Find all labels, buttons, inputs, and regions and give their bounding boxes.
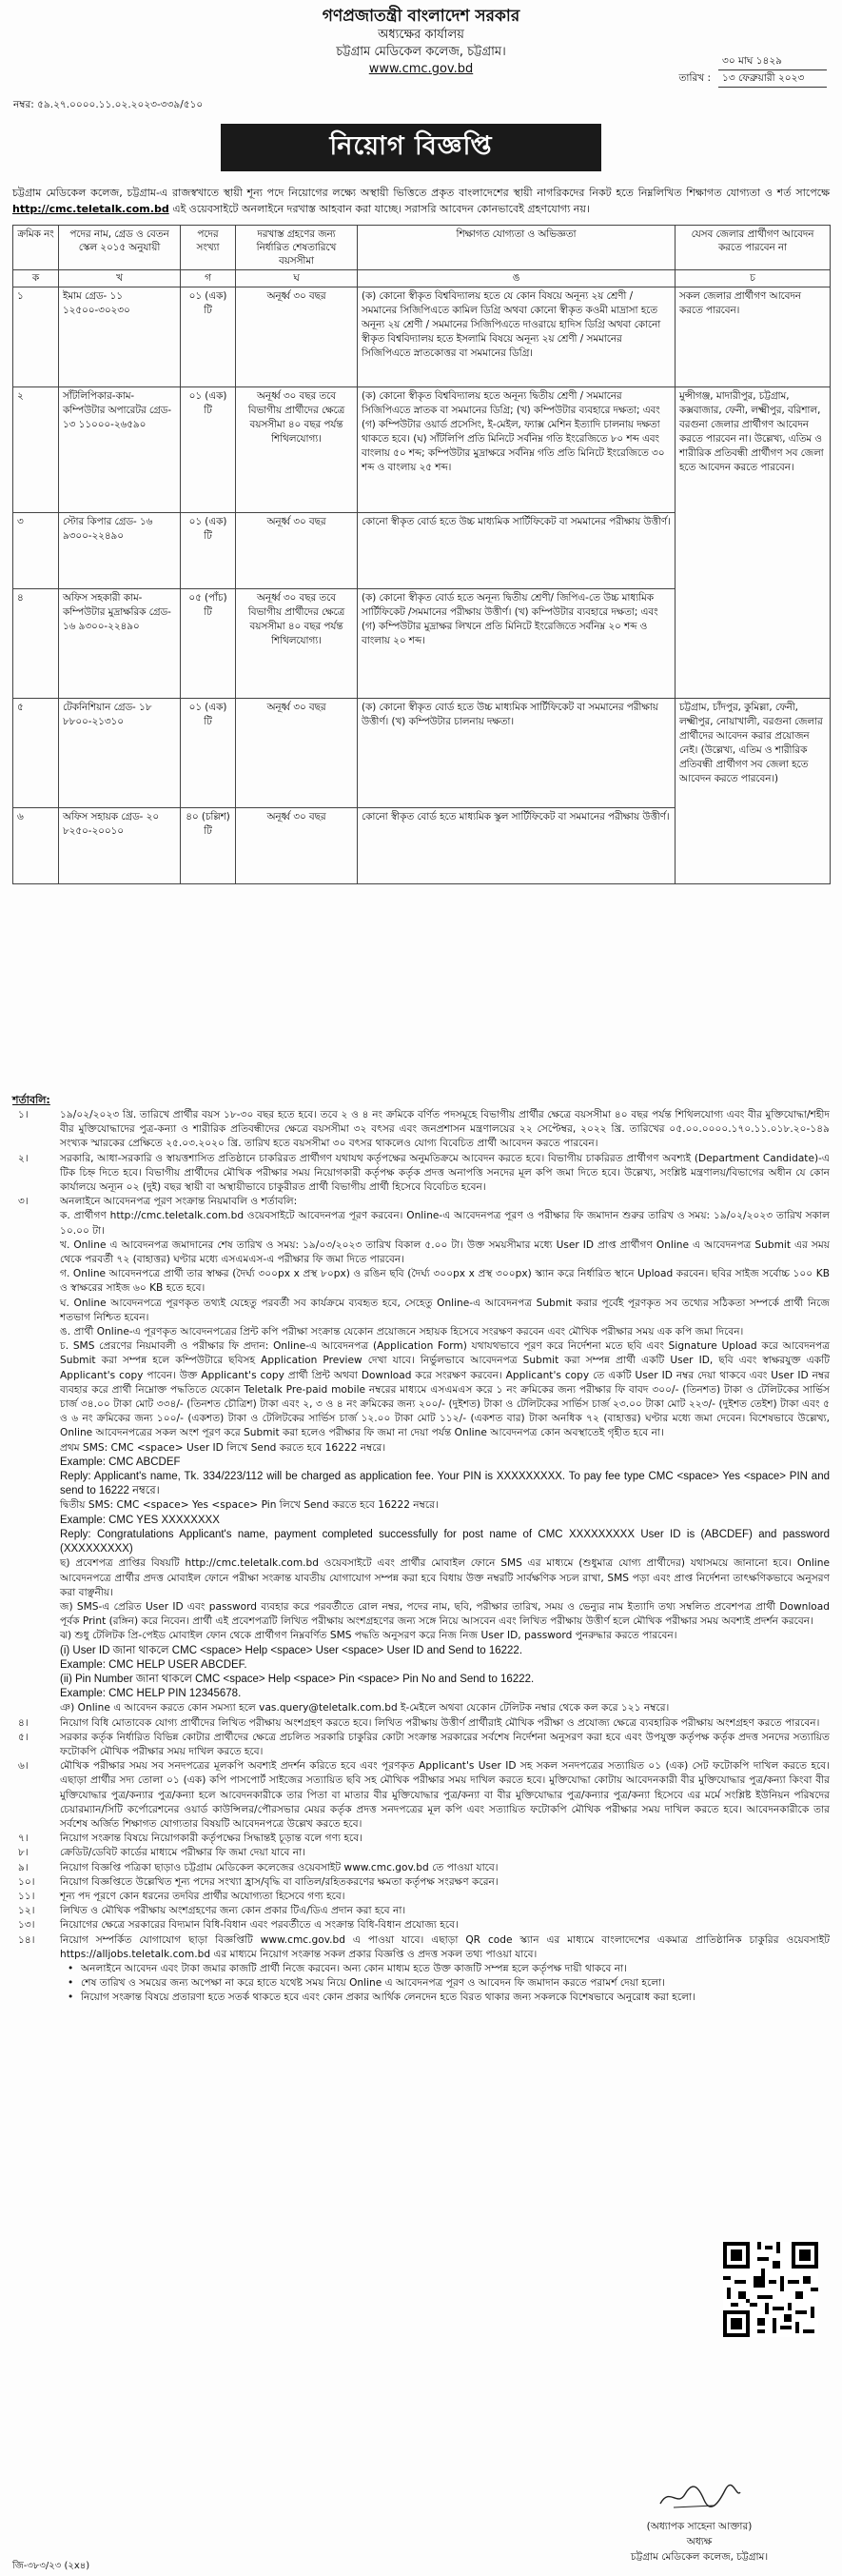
term-text: নিয়োগ সম্পর্কিত যোগাযোগ ছাড়া বিজ্ঞপ্তিটি www.cmc.gov.bd এ পাওয়া যাবে। এছাড়া QR code স্ক্যান এর মাধ্যমে বাংলাদেশের একমাত্র প্রাতিষ্ঠানিক চাকুরির ওয়েবসাইট https://alljobs.teletalk.com.bd এর মাধ্যমে নিয়োগ সংক্রান্ত সকল প্রকার বিজ্ঞপ্তি ও প্রদত্ত সকল তথ্য পাওয়া যাবে। xyxy=(60,1933,830,1960)
term-item xyxy=(12,1297,830,1325)
term-number: ৪। xyxy=(18,1716,29,1729)
term-number xyxy=(12,1673,60,1687)
term-text: Example: CMC ABCDEF xyxy=(60,1456,181,1468)
term-item xyxy=(12,1528,830,1556)
intro-text-after: এই ওয়েবসাইটে অনলাইনে দরখাস্ত আহবান করা যাচ্ছে। সরাসরি আবেদন কোনভাবেই গ্রহণযোগ্য নয়। xyxy=(172,203,590,215)
bullet-item xyxy=(68,1976,830,1991)
row-serial: ৪ xyxy=(13,589,59,699)
term-text: খ. Online এ আবেদনপত্র জমাদানের শেষ তারিখ ও সময়: ১৯/০৩/২০২৩ তারিখ বিকাল ৫.০০ টা। উক্ত সময়সীমার মধ্যে User ID প্রাপ্ত প্রার্থীগণ Online এ আবেদনপত্র Submit এর সময় থেকে পরবর্তী ৭২ (বাহাত্তর) ঘণ্টার মধ্যে এসএমএস-এ পরীক্ষার ফি জমা দিতে পারবেন। xyxy=(60,1238,830,1266)
term-item xyxy=(12,1498,830,1513)
term-item xyxy=(12,1152,830,1196)
term-number xyxy=(12,1339,60,1440)
row-count: ০১ (এক) টি xyxy=(181,387,236,513)
term-item xyxy=(12,1339,830,1440)
terms-heading: শর্তাবলি: xyxy=(12,1094,50,1106)
term-text: প্রথম SMS: CMC <space> User ID লিখে Send করতে হবে 16222 নম্বরে। xyxy=(60,1441,386,1454)
header-post: পদের নাম, গ্রেড ও বেতন স্কেল ২০১৫ অনুযায়ী xyxy=(59,226,181,270)
term-item xyxy=(12,1267,830,1296)
term-number: ৯। xyxy=(18,1861,29,1873)
row-qualification: (ক) কোনো স্বীকৃত বিশ্ববিদ্যালয় হতে অনূন্য দ্বিতীয় শ্রেণী / সমমানের সিজিপিএতে স্নাতক বা সমমানের ডিগ্রি; (খ) কম্পিউটার ব্যবহারে দক্ষতা; এবং (গ) কম্পিউটার ওয়ার্ড প্রসেসিং, ই-মেইল, ফ্যাক্স মেশিন ইত্যাদি চালনায় দক্ষতা থাকতে হবে। (ঘ) সাঁটলিপি প্রতি মিনিটে সর্বনিম্ন গতি ইংরেজিতে ৮০ শব্দ এবং বাংলায় ৫০ শব্দ; কম্পিউটার মুদ্রাক্ষরে সর্বনিম্ন গতি প্রতি মিনিটে ইংরেজিতে ৩০ শব্দ ও বাংলায় ২৫ শব্দ। xyxy=(358,387,676,513)
term-number xyxy=(12,1456,60,1470)
term-item xyxy=(12,1701,830,1715)
row-age: অনূর্ধ্ব ৩০ বছর xyxy=(236,513,358,589)
term-item xyxy=(12,1861,830,1875)
row-count: ০১ (এক) টি xyxy=(181,513,236,589)
bullet-dot-icon: • xyxy=(68,1962,74,1974)
term-number: ৩। xyxy=(18,1196,29,1208)
term-number: ১৪। xyxy=(18,1933,35,1946)
row-post: টেকনিশিয়ান গ্রেড- ১৮ ৮৮০০-২১৩১০ xyxy=(59,699,181,808)
term-item xyxy=(12,1658,830,1673)
row-age: অনূর্ধ্ব ৩০ বছর তবে বিভাগীয় প্রার্থীদের ক্ষেত্রে বয়সসীমা ৪০ বছর পর্যন্ত শিথিলযোগ্য। xyxy=(236,387,358,513)
term-text: ক. প্রার্থীগণ http://cmc.teletalk.com.bd ওয়েবসাইটে আবেদনপত্র পূরণ করবেন। Online-এ আবেদনপত্র পূরণ ও পরীক্ষার ফি জমাদান শুরুর তারিখ ও সময়: ১৯/০২/২০২৩ তারিখ সকাল ১০.০০ টা। xyxy=(60,1210,830,1237)
date-block xyxy=(668,53,827,88)
term-number xyxy=(12,1701,60,1715)
table-row xyxy=(13,387,831,513)
term-number xyxy=(12,1209,60,1238)
row-post: অফিস সহকারী কাম-কম্পিউটার মুদ্রাক্ষরিক গ্রেড- ১৬ ৯৩০০-২২৪৯০ xyxy=(59,589,181,699)
date-english: ১৩ ফেব্রুয়ারী ২০২৩ xyxy=(718,70,827,88)
row-post: ইমাম গ্রেড- ১১ ১২৫০০-৩০২৩০ xyxy=(59,287,181,387)
table-row xyxy=(13,287,831,387)
term-item xyxy=(12,1195,830,1209)
bullet-text: শেষ তারিখ ও সময়ের জন্য অপেক্ষা না করে হাতে যথেষ্ট সময় নিয়ে Online এ আবেদনপত্র পূরণ ও আবেদন ফি জমাদান করতে পরামর্শ দেয়া হলো। xyxy=(81,1977,665,1990)
term-text: ছ) প্রবেশপত্র প্রাপ্তির বিষয়টি http://cmc.teletalk.com.bd ওয়েবসাইটে এবং প্রার্থীর মোবাইল ফোনে SMS এর মাধ্যমে (শুধুমাত্র যোগ্য প্রার্থীদের) যথাসময়ে জানানো হবে। Online আবেদনপত্রে প্রার্থীর প্রদত্ত মোবাইল ফোনে পরীক্ষা সংক্রান্ত যাবতীয় যোগাযোগ সম্পন্ন করা হবে বিধায় উক্ত নম্বরটি সার্বক্ষণিক সচল রাখা, SMS পড়া এবং প্রাপ্ত নির্দেশনা তাৎক্ষণিকভাবে অনুসরণ করা বাঞ্ছনীয়। xyxy=(60,1557,830,1598)
application-link[interactable]: http://cmc.teletalk.com.bd xyxy=(12,203,169,215)
term-text: নিয়োগ সংক্রান্ত বিষয়ে নিয়োগকারী কর্তৃপক্ষের সিদ্ধান্তই চূড়ান্ত বলে গণ্য হবে। xyxy=(60,1833,362,1845)
term-item xyxy=(12,1904,830,1918)
table-row xyxy=(13,699,831,808)
notice-title: নিয়োগ বিজ্ঞপ্তি xyxy=(221,124,601,171)
term-number xyxy=(12,1687,60,1701)
row-count: ০৫ (পাঁচ) টি xyxy=(181,589,236,699)
intro-text-before: চট্টগ্রাম মেডিকেল কলেজ, চট্টগ্রাম-এ রাজস্বখাতে স্থায়ী শূন্য পদে নিয়োগের লক্ষ্যে অস্থায়ী ভিত্তিতে প্রকৃত বাংলাদেশের স্থায়ী নাগরিকদের নিকট হতে নিম্নলিখিত শিক্ষাগত যোগ্যতা ও শর্ত সাপেক্ষে xyxy=(12,187,830,199)
term-item xyxy=(12,1441,830,1456)
bullet-dot-icon: • xyxy=(68,1977,74,1990)
term-text: জ) SMS-এ প্রেরিত User ID এবং password ব্যবহার করে পরবর্তীতে রোল নম্বর, পদের নাম, ছবি, পরীক্ষার তারিখ, সময় ও ভেন্যুর নাম ইত্যাদি তথ্য সম্বলিত প্রবেশপত্র প্রার্থী Download পূর্বক Print (রঙ্গিন) করে নিবেন। প্রার্থী এই প্রবেশপত্রটি লিখিত পরীক্ষায় অংশগ্রহণের জন্য সঙ্গে নিয়ে আসবেন এবং লিখিত পরীক্ষায় উত্তীর্ণ হলে মৌখিক পরীক্ষার সময় অবশ্যই প্রদর্শন করবেন। xyxy=(60,1600,830,1628)
signatory-designation: অধ্যক্ষ xyxy=(686,2536,713,2547)
row-age: অনূর্ধ্ব ৩০ বছর তবে বিভাগীয় প্রার্থীদের ক্ষেত্রে বয়সসীমা ৪০ বছর পর্যন্ত শিথিলযোগ্য। xyxy=(236,589,358,699)
term-text: দ্বিতীয় SMS: CMC <space> Yes <space> Pin লিখে Send করতে হবে 16222 নম্বরে। xyxy=(60,1499,439,1512)
term-text: Example: CMC YES XXXXXXXX xyxy=(60,1514,220,1526)
row-restriction: চট্টগ্রাম, চাঁদপুর, কুমিল্লা, ফেনী, লক্ষ্মীপুর, নোয়াখালী, বরগুনা জেলার প্রার্থীদের আবেদন করার প্রয়োজন নেই। (উল্লেখ্য, এতিম ও শারীরিক প্রতিবন্ধী প্রার্থীগণ সব জেলা হতে আবেদন করতে পারবেন।) xyxy=(676,699,831,884)
term-text: Example: CMC HELP USER ABCDEF. xyxy=(60,1658,247,1671)
bullet-dot-icon: • xyxy=(68,1991,74,2004)
term-item xyxy=(12,1918,830,1932)
term-text: সরকার কর্তৃক নির্ধারিত বিভিন্ন কোটার প্রার্থীদের ক্ষেত্রে প্রচলিত সরকারি চাকুরির কোটা সংক্রান্ত সরকারের সর্বশেষ নির্দেশনা অনুসরণ করা হবে এবং উপযুক্ত কর্তৃপক্ষ কর্তৃক প্রদত্ত সনদের সত্যায়িত ফটোকপি মৌখিক পরীক্ষার সময় দাখিল করতে হবে। xyxy=(60,1731,830,1757)
term-item xyxy=(12,1209,830,1238)
term-text: Reply: Congratulations Applicant's name, payment completed successfully for post name of CMC XXXXXXXXX User ID is (ABCDEF) and password (XXXXXXXXX) xyxy=(60,1528,830,1556)
bullet-text: নিয়োগ সংক্রান্ত বিষয়ে প্রতারণা হতে সতর্ক থাকতে হবে এবং কোন প্রকার আর্থিক লেনদেন হতে বিরত থাকার জন্য সকলকে বিশেষভাবে অনুরোধ করা হলো। xyxy=(81,1991,695,2004)
term-text: ঘ. Online আবেদনপত্রে পূরণকৃত তথ্যই যেহেতু পরবর্তী সব কার্যক্রমে ব্যবহৃত হবে, সেহেতু Online-এ আবেদনপত্র Submit করার পূর্বেই পূরণকৃত সব তথ্যের সঠিকতা সম্পর্কে প্রার্থী নিজে শতভাগ নিশ্চিত হবেন। xyxy=(60,1297,830,1323)
letter-cell: চ xyxy=(676,270,831,287)
college-name: চট্টগ্রাম মেডিকেল কলেজ, চট্টগ্রাম। xyxy=(336,45,506,59)
row-count: ০১ (এক) টি xyxy=(181,699,236,808)
term-text: (ii) Pin Number জানা থাকলে CMC <space> Help <space> Pin <space> Pin No and Send to 16222. xyxy=(60,1673,535,1685)
term-item xyxy=(12,1556,830,1600)
row-post: সাঁটলিপিকার-কাম-কম্পিউটার অপারেটর গ্রেড- ১৩ ১১০০০-২৬৫৯০ xyxy=(59,387,181,513)
header-age: দরখাস্ত গ্রহণের জন্য নির্ধারিত শেষতারিখে বয়সসীমা xyxy=(236,226,358,270)
term-number xyxy=(12,1658,60,1673)
term-number xyxy=(12,1267,60,1296)
term-text: অনলাইনে আবেদনপত্র পূরণ সংক্রান্ত নিয়মাবলি ও শর্তাবলি: xyxy=(60,1196,298,1208)
term-text: ঙ. প্রার্থী Online-এ পূরণকৃত আবেদনপত্রের প্রিন্ট কপি পরীক্ষা সংক্রান্ত যেকোন প্রয়োজনে সহায়ক হিসেবে সংরক্ষণ করবেন এবং মৌখিক পরীক্ষার সময় এক কপি জমা দিবেন। xyxy=(60,1326,744,1338)
term-number xyxy=(12,1238,60,1267)
term-item xyxy=(12,1759,830,1832)
term-number xyxy=(12,1644,60,1658)
term-text: ক্রেডিট/ডেবিট কার্ডের মাধ্যমে পরীক্ষার ফি জমা দেয়া যাবে না। xyxy=(60,1847,305,1859)
date-label: তারিখ : xyxy=(678,72,711,84)
term-text: (i) User ID জানা থাকলে CMC <space> Help <space> User <space> User ID and Send to 16222. xyxy=(60,1644,523,1656)
posts-table xyxy=(12,225,831,884)
row-qualification: কোনো স্বীকৃত বোর্ড হতে মাধ্যমিক স্কুল সার্টিফিকেট বা সমমানের পরীক্ষায় উত্তীর্ণ। xyxy=(358,808,676,884)
bullet-item xyxy=(68,1991,830,2005)
term-item xyxy=(12,1456,830,1470)
bullet-list xyxy=(12,1962,830,2006)
term-text: নিয়োগ বিজ্ঞপ্তি পত্রিকা ছাড়াও চট্টগ্রাম মেডিকেল কলেজের ওয়েবসাইট www.cmc.gov.bd তে পাওয়া যাবে। xyxy=(60,1861,499,1873)
bullet-item xyxy=(68,1962,830,1976)
term-text: নিয়োগ বিজ্ঞপ্তিতে উল্লেখিত শূন্য পদের সংখ্যা হ্রাস/বৃদ্ধি বা বাতিল/রহিতকরণের ক্ষমতা কর্তৃপক্ষ সংরক্ষণ করেন। xyxy=(60,1875,499,1888)
term-number xyxy=(12,1297,60,1325)
term-number xyxy=(12,1600,60,1629)
college-website[interactable]: www.cmc.gov.bd xyxy=(368,62,474,76)
term-number: ১১। xyxy=(18,1890,35,1902)
office-name: অধ্যক্ষের কার্যালয় xyxy=(378,28,464,42)
term-item xyxy=(12,1673,830,1687)
signatory-name: (অধ্যাপক সাহেনা আক্তার) xyxy=(646,2521,753,2532)
term-number xyxy=(12,1470,60,1498)
signature-scribble-icon xyxy=(656,2480,742,2514)
letter-cell: ক xyxy=(13,270,59,287)
term-item xyxy=(12,1875,830,1890)
row-qualification: (ক) কোনো স্বীকৃত বোর্ড হতে উচ্চ মাধ্যমিক সার্টিফিকেট বা সমমানের পরীক্ষায় উত্তীর্ণ। (খ) কম্পিউটার চালনায় দক্ষতা। xyxy=(358,699,676,808)
terms-list xyxy=(12,1108,830,2006)
row-qualification: (ক) কোনো স্বীকৃত বোর্ড হতে অনূন্য দ্বিতীয় শ্রেণী/ জিপিএ-তে উচ্চ মাধ্যমিক সার্টিফিকেট /সমমানের পরীক্ষায় উত্তীর্ণ। (খ) কম্পিউটার ব্যবহারে দক্ষতা; এবং (গ) কম্পিউটার মুদ্রাক্ষর লিখনে প্রতি মিনিটে ইংরেজিতে সর্বনিম্ন ২০ শব্দ ও বাংলায় ২০ শব্দ। xyxy=(358,589,676,699)
row-restriction: সকল জেলার প্রার্থীগণ আবেদন করতে পারবেন। xyxy=(676,287,831,387)
term-item xyxy=(12,1644,830,1658)
term-item xyxy=(12,1890,830,1904)
term-item xyxy=(12,1731,830,1759)
term-text: ঞ) Online এ আবেদন করতে কোন সমস্যা হলে vas.query@teletalk.com.bd ই-মেইলে অথবা যেকোন টেলিটক নম্বার থেকে কল করে ১২১ নম্বরে। xyxy=(60,1702,670,1714)
row-age: অনূর্ধ্ব ৩০ বছর xyxy=(236,808,358,884)
row-serial: ৫ xyxy=(13,699,59,808)
term-item xyxy=(12,1600,830,1629)
row-restriction: মুন্সীগঞ্জ, মাদারীপুর, চট্টগ্রাম, কক্সবাজার, ফেনী, লক্ষ্মীপুর, বরিশাল, বরগুনা জেলার প্রার্থীগণ আবেদন করতে পারবেন না। উল্লেখ্য, এতিম ও শারীরিক প্রতিবন্ধী প্রার্থীগণ সব জেলা হতে আবেদন করতে পারবেন। xyxy=(676,387,831,699)
row-serial: ২ xyxy=(13,387,59,513)
memo-line xyxy=(13,98,829,114)
header-restriction: যেসব জেলার প্রার্থীগণ আবেদন করতে পারবেন না xyxy=(676,226,831,270)
term-item xyxy=(12,1832,830,1846)
letter-cell: ঙ xyxy=(358,270,676,287)
term-text: Reply: Applicant's name, Tk. 334/223/112 will be charged as application fee. Your PIN is XXXXXXXXX. To pay fee type CMC <space> Yes <space> PIN and send to 16222 নম্বরে। xyxy=(60,1471,830,1497)
term-number xyxy=(12,1514,60,1528)
term-number: ২। xyxy=(18,1152,29,1164)
row-post: অফিস সহায়ক গ্রেড- ২০ ৮২৫০-২০০১০ xyxy=(59,808,181,884)
term-number xyxy=(12,1498,60,1513)
term-text: নিয়োগের ক্ষেত্রে সরকারের বিদ্যমান বিধি-বিধান এবং পরবর্তীতে এ সংক্রান্ত বিধি-বিধান প্রযোজ্য হবে। xyxy=(60,1919,459,1932)
term-text: চ. SMS প্রেরণের নিয়মাবলী ও পরীক্ষার ফি প্রদান: Online-এ আবেদনপত্র (Application Form) যথাযথভাবে পূরণ করে নির্দেশনা মতে ছবি এবং Signature Upload করে আবেদনপত্র Submit করা সম্পন্ন হলে কম্পিউটারে ছবিসহ Application Preview দেখা যাবে। নির্ভুলভাবে আবেদনপত্র Submit করা সম্পন্ন প্রার্থী একটি User ID, ছবি এবং স্বাক্ষরযুক্ত একটি Applicant's copy পাবেন। উক্ত Applicant's copy প্রার্থী প্রিন্ট অথবা Download করে সংরক্ষণ করবেন। Applicant's copy তে একটি User ID নম্বর দেয়া থাকবে এবং User ID নম্বর ব্যবহার করে প্রার্থী নিম্নোক্ত পদ্ধতিতে যেকোন Teletalk Pre-paid mobile নম্বরের মাধ্যমে এসএমএস করে ১ নং ক্রমিকের জন্য পরীক্ষার ফি বাবদ ৩০০/- (তিনশত) টাকা ও টেলিটকের সার্ভিস চার্জ ৩৪.০০ টাকা মোট ৩৩৪/- (তিনশত চৌত্রিশ) টাকা এবং ২, ৩ ও ৪ নং ক্রমিকের জন্য ২০০/- (দুইশত) টাকা ও টেলিটকের সার্ভিস চার্জ ২৩.০০ টাকা মোট ২২৩/- (দুইশত তেইশ) টাকা এবং ৫ ও ৬ নং ক্রমিকের জন্য ১০০/- (একশত) টাকা ও টেলিটকের সার্ভিস চার্জ ১২.০০ টাকা মোট ১১২/- (একশত বার) টাকা অনধিক ৭২ (বাহাত্তর) ঘণ্টার মধ্যে জমা দেবেন। বিশেষভাবে উল্লেখ্য, Online আবেদনপত্রের সকল অংশ পূরণ করে Submit করা হলেও পরীক্ষার ফি জমা না দেয়া পর্যন্ত Online আবেদনপত্র কোন অবস্থাতেই গৃহীত হবে না। xyxy=(60,1340,831,1439)
term-item xyxy=(12,1846,830,1860)
term-item xyxy=(12,1687,830,1701)
header-serial: ক্রমিক নং xyxy=(13,226,59,270)
qr-code-icon[interactable] xyxy=(723,2242,818,2337)
letter-cell: গ xyxy=(181,270,236,287)
memo-number: নম্বর: ৫৯.২৭.০০০০.১১.০২.২০২৩-৩৩৯/৫১০ xyxy=(13,99,204,110)
term-text: সরকারি, আধা-সরকারি ও স্বায়ত্তশাসিত প্রতিষ্ঠানে চাকরিরত প্রার্থীগণ যথাযথ কর্তৃপক্ষের অনুমতিক্রমে আবেদন করতে হবে। বিভাগীয় চাকরিরত প্রার্থীগণ অবশ্যই (Department Candidate)-এ টিক চিহ্ন দিতে হবে। বিভাগীয় প্রার্থীদের মৌখিক পরীক্ষার সময় নিয়োগকারী কর্তৃপক্ষ কর্তৃক প্রদত্ত অনাপত্তি সনদের মূল কপি জমা দিতে হবে। উল্লেখ্য, সংশ্লিষ্ট মন্ত্রণালয়/বিভাগের অধীন যে কোন কার্যালয়ে অন্যূন ০২ (দুই) বছর স্থায়ী বা অস্থায়ীভাবে চাকুরীরত প্রার্থী বিভাগীয় প্রার্থী হিসেবে বিবেচিত হবেন। xyxy=(60,1152,830,1194)
gov-title: গণপ্রজাতন্ত্রী বাংলাদেশ সরকার xyxy=(322,7,520,26)
bullet-text: অনলাইনে আবেদন এবং টাকা জমার কাজটি প্রার্থী নিজে করবেন। অন্য কোন মাধ্যম হতে উক্ত কাজটি সম্পন্ন হলে কর্তৃপক্ষ দায়ী থাকবে না। xyxy=(81,1962,627,1974)
header-count: পদের সংখ্যা xyxy=(181,226,236,270)
term-number: ১০। xyxy=(18,1875,35,1888)
term-number: ৭। xyxy=(18,1833,29,1845)
row-post: স্টোর কিপার গ্রেড- ১৬ ৯৩০০-২২৪৯০ xyxy=(59,513,181,589)
term-number: ১। xyxy=(18,1109,29,1120)
header-qualification: শিক্ষাগত যোগ্যতা ও অভিজ্ঞতা xyxy=(358,226,676,270)
term-text: ঝ) শুধু টেলিটক প্রি-পেইড মোবাইল ফোন থেকে প্রার্থীগণ নিম্নবর্ণিত SMS পদ্ধতি অনুসরণ করে নিজ নিজ User ID, password পুনরুদ্ধার করতে পারবেন। xyxy=(60,1630,677,1642)
term-number: ১২। xyxy=(18,1905,35,1917)
term-number: ১৩। xyxy=(18,1919,35,1932)
term-item xyxy=(12,1933,830,1962)
term-number xyxy=(12,1556,60,1600)
row-count: ০১ (এক) টি xyxy=(181,287,236,387)
signatory-office: চট্টগ্রাম মেডিকেল কলেজ, চট্টগ্রাম। xyxy=(630,2551,769,2563)
term-number: ৬। xyxy=(18,1760,29,1773)
term-number xyxy=(12,1528,60,1556)
term-item xyxy=(12,1514,830,1528)
intro-paragraph xyxy=(12,185,830,217)
table-letter-row xyxy=(13,270,831,287)
term-item xyxy=(12,1629,830,1643)
term-number: ৮। xyxy=(18,1847,29,1859)
term-text: শূন্য পদ পূরণে কোন ধরনের তদবির প্রার্থীর অযোগ্যতা হিসেবে গণ্য হবে। xyxy=(60,1890,345,1902)
row-age: অনূর্ধ্ব ৩০ বছর xyxy=(236,699,358,808)
term-text: গ. Online আবেদনপত্রে প্রার্থী তার স্বাক্ষর (দৈর্ঘ্য ৩০০px x প্রস্থ ৮০px) ও রঙিন ছবি (দৈর্ঘ্য ৩০০px x প্রস্থ ৩০০px) স্ক্যান করে নির্ধারিত স্থানে Upload করবেন। ছবির সাইজ সর্বোচ্চ ১০০ KB ও স্বাক্ষরের সাইজ ৬০ KB হতে হবে। xyxy=(60,1268,830,1295)
term-number: ৫। xyxy=(18,1731,29,1743)
row-age: অনূর্ধ্ব ৩০ বছর xyxy=(236,287,358,387)
row-serial: ৩ xyxy=(13,513,59,589)
letter-cell: ঘ xyxy=(236,270,358,287)
row-serial: ১ xyxy=(13,287,59,387)
term-item xyxy=(12,1470,830,1498)
row-serial: ৬ xyxy=(13,808,59,884)
term-number xyxy=(12,1441,60,1456)
row-qualification: (ক) কোনো স্বীকৃত বিশ্ববিদ্যালয় হতে যে কোন বিষয়ে অনূন্য ২য় শ্রেণী / সমমানের সিজিপিএতে কামিল ডিগ্রি অথবা কোনো স্বীকৃত কওমী মাদ্রাসা হতে অনূন্য ২য় শ্রেণী / সমমানের সিজিপিএতে দাওরায়ে হাদিস ডিগ্রি অথবা কোনো স্বীকৃত বিশ্ববিদ্যালয় হতে ইসলামি বিষয়ে অনূন্য ২য় শ্রেণী / সমমানের সিজিপিএতে স্নাতকোত্তর বা সমমানের ডিগ্রি। xyxy=(358,287,676,387)
term-item xyxy=(12,1238,830,1267)
term-number xyxy=(12,1325,60,1339)
letter-cell: খ xyxy=(59,270,181,287)
footer-ref: জি-৩৮৩/২৩ (২x৪) xyxy=(12,2561,90,2571)
row-qualification: কোনো স্বীকৃত বোর্ড হতে উচ্চ মাধ্যমিক সার্টিফিকেট বা সমমানের পরীক্ষায় উত্তীর্ণ। xyxy=(358,513,676,589)
term-text: ১৯/০২/২০২৩ খ্রি. তারিখে প্রার্থীর বয়স ১৮-৩০ বছর হতে হবে। তবে ২ ও ৪ নং ক্রমিকে বর্ণিত পদসমূহে বিভাগীয় প্রার্থীর ক্ষেত্রে বয়সসীমা ৪০ বছর পর্যন্ত শিথিলযোগ্য এবং বীর মুক্তিযোদ্ধা/শহীদ বীর মুক্তিযোদ্ধাদের পুত্র-কন্যা ও শারীরিক প্রতিবন্ধীদের ক্ষেত্রে বয়সসীমা ৩২ বৎসর এবং জনপ্রশাসন মন্ত্রণালয়ের ২২ সেপ্টেম্বর, ২০২২ খ্রি. তারিখের ০৫.০০.০০০০.১৭০.১১.০১৮.২০-১৪৯ সংখ্যক স্মারকের প্রেক্ষিতে ২৫.০৩.২০২০ খ্রি. তারিখ হতে বয়সসীমা ৩০ বৎসর থাকলেও যোগ্য বিবেচিত প্রার্থী আবেদন করতে পারবেন। xyxy=(60,1109,830,1150)
term-text: Example: CMC HELP PIN 12345678. xyxy=(60,1688,242,1700)
term-text: নিয়োগ বিধি মোতাবেক যোগ্য প্রার্থীদের লিখিত পরীক্ষায় অংশগ্রহণ করতে হবে। লিখিত পরীক্ষায় উত্তীর্ণ প্রার্থীরাই মৌখিক পরীক্ষা ও প্রযোজ্য ক্ষেত্রে ব্যবহারিক পরীক্ষায় অংশগ্রহণ করতে পারবেন। xyxy=(60,1716,820,1729)
term-text: মৌখিক পরীক্ষার সময় সব সনদপত্রের মূলকপি অবশ্যই প্রদর্শন করিতে হবে এবং পূরণকৃত Applicant's User ID সহ সকল সনদপত্রের সত্যায়িত ০১ (এক) সেট ফটোকপি দাখিল করতে হবে। এছাড়া প্রার্থীর সদ্য তোলা ০১ (এক) কপি পাসপোর্ট সাইজের সত্যায়িত ছবি সহ মৌখিক পরীক্ষার সময় দাখিল করতে হবে। মুক্তিযোদ্ধা কোটায় আবেদনকারী বীর মুক্তিযোদ্ধার পুত্র/কন্যা কিংবা বীর মুক্তিযোদ্ধার পুত্র/কন্যার পুত্র/কন্যা হলে আবেদনকারীকে তার পিতা বা মাতার বীর মুক্তিযোদ্ধার পুত্র/কন্যা বা বীর মুক্তিযোদ্ধার পুত্র/কন্যার পুত্র/কন্যা হিসেবে এর মর্মে সংশ্লিষ্ট ইউনিয়ন পরিষদের চেয়ারম্যান/সিটি কর্পোরেশনের ওয়ার্ড কাউন্সিলর/পৌরসভার মেয়র কর্তৃক প্রদত্ত সনদপত্রের মূল কপি এবং সত্যায়িত ফটোকপি মৌখিক পরীক্ষার সময় দাখিল করতে হবে। আবেদনকারীকে তার সর্বশেষ অর্জিত শিক্ষাগত যোগ্যতার বিষয়টি আবেদনপত্রে উল্লেখ করতে হবে। xyxy=(60,1760,830,1830)
term-text: লিখিত ও মৌখিক পরীক্ষায় অংশগ্রহণের জন্য কোন প্রকার টিএ/ডিএ প্রদান করা হবে না। xyxy=(60,1905,406,1917)
date-bangla: ৩০ মাঘ ১৪২৯ xyxy=(718,53,827,70)
term-number xyxy=(12,1629,60,1643)
term-item xyxy=(12,1325,830,1339)
row-count: ৪০ (চল্লিশ) টি xyxy=(181,808,236,884)
table-header-row xyxy=(13,226,831,270)
signature-block xyxy=(595,2480,804,2565)
term-item xyxy=(12,1108,830,1152)
term-item xyxy=(12,1716,830,1731)
